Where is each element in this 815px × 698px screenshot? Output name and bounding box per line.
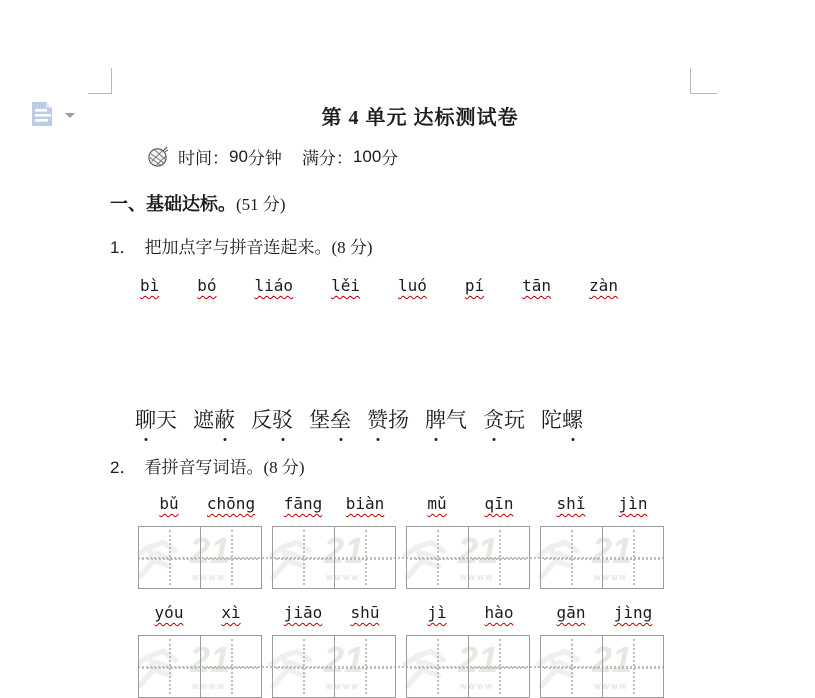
word-character: 蔽 [214,404,235,434]
watermark-www-text: wwww [326,572,360,582]
pinyin-pair [540,603,664,627]
writing-group [540,494,664,589]
tianzige-grid [138,635,262,698]
writing-group [138,603,262,698]
dotted-word [367,404,409,434]
pinyin-syllable: jìng [613,603,653,622]
writing-group [540,603,664,698]
pinyin-syllable: lěi [331,276,360,295]
section-1-heading [110,190,286,216]
watermark-21-text: 21 [458,530,499,571]
tianzige-grid [406,526,530,589]
score-value: 100 [352,146,382,166]
dotted-word [483,404,525,434]
pinyin-syllable: jìn [618,494,648,513]
pinyin-syllable: yóu [154,603,184,622]
pinyin-syllable: bì [140,276,160,295]
question-1-number: 1． [110,238,137,257]
tianzige-cell [602,527,664,588]
word-character: 玩 [504,408,525,432]
tianzige-grid [540,635,664,698]
tianzige-cell [139,636,200,697]
section-1-score: (51 分) [236,195,286,214]
pinyin-syllable: tān [522,276,552,295]
word-character: 螺 [562,404,583,434]
pinyin-syllable: qīn [484,494,514,513]
dotted-word [309,404,351,434]
pinyin-syllable: mǔ [427,494,447,513]
chevron-down-icon[interactable] [65,113,75,118]
writing-grid-row-2 [138,603,664,698]
watermark-21-text: 21 [190,639,231,680]
dotted-word [425,404,467,434]
watermark-21-text: 21 [458,639,499,680]
pinyin-syllable: fāng [283,494,323,513]
tianzige-cell [468,527,530,588]
question-1-line [110,233,373,258]
question-1-text: 把加点字与拼音连起来。 [144,238,332,257]
pinyin-pair [406,603,530,627]
pinyin-syllable: zàn [589,276,618,295]
word-character: 贪 [483,404,504,434]
tianzige-grid [406,635,530,698]
tianzige-cell [407,527,468,588]
page-margin-corner-mark-right [690,68,717,94]
dotted-word [193,404,235,434]
writing-group [138,494,262,589]
question-1-score: (8 分) [331,238,373,257]
score-unit: 分 [381,149,399,168]
pinyin-syllable: hào [484,603,514,622]
dotted-word [135,404,177,434]
time-unit: 分钟 [247,149,282,168]
tianzige-cell [541,636,602,697]
tianzige-cell [468,636,530,697]
score-label: 满分： [301,149,353,168]
pinyin-syllable: shū [350,603,380,622]
tianzige-cell [273,527,334,588]
writing-group [272,603,396,698]
tianzige-cell [334,636,396,697]
tianzige-cell [273,636,334,697]
word-character: 堡 [309,408,330,432]
pinyin-pair [272,603,396,627]
writing-group [406,494,530,589]
page-margin-corner-mark-left [88,68,112,94]
pinyin-pair [138,603,262,627]
pinyin-syllable: shǐ [556,494,586,513]
watermark-21-text: 21 [324,530,365,571]
word-character: 陀 [541,408,562,432]
word-character: 扬 [388,408,409,432]
tianzige-cell [200,527,262,588]
word-character: 遮 [193,408,214,432]
word-character: 反 [251,408,272,432]
word-character: 赞 [367,404,388,434]
word-character: 聊 [135,404,156,434]
watermark-21-text: 21 [592,639,633,680]
scribble-ball-icon [147,145,170,168]
tianzige-grid [540,526,664,589]
word-character: 天 [156,408,177,432]
pinyin-pair [406,494,530,518]
pinyin-syllable: xì [221,603,241,622]
pinyin-row-q1 [140,276,618,295]
writing-group [272,494,396,589]
paste-document-icon [30,100,56,128]
question-2-number: 2． [110,458,137,477]
word-character: 驳 [272,404,293,434]
tianzige-cell [139,527,200,588]
tianzige-cell [200,636,262,697]
tianzige-grid [272,635,396,698]
page-title: 第 4 单元 达标测试卷 [321,107,519,129]
time-label: 时间： [178,149,229,168]
watermark-21-text: 21 [592,530,633,571]
time-value: 90 [229,146,248,166]
pinyin-syllable: jì [427,603,447,622]
dotted-word [541,404,583,434]
question-2-score: (8 分) [263,458,305,477]
watermark-21-text: 21 [324,639,365,680]
tianzige-cell [602,636,664,697]
pinyin-syllable: bǔ [159,494,179,513]
pinyin-pair [272,494,396,518]
watermark-www-text: wwww [192,681,226,691]
word-character: 垒 [330,404,351,434]
watermark-www-text: wwww [594,572,628,582]
section-1-heading-text: 一、基础达标。 [110,194,236,214]
watermark-21-text: 21 [190,530,231,571]
pinyin-pair [540,494,664,518]
dotted-words-row [135,404,583,434]
word-character: 脾 [425,404,446,434]
pinyin-syllable: liáo [254,276,294,295]
watermark-www-text: wwww [326,681,360,691]
tianzige-cell [541,527,602,588]
pinyin-syllable: bó [197,276,217,295]
watermark-www-text: wwww [192,572,226,582]
tianzige-cell [407,636,468,697]
writing-group [406,603,530,698]
tianzige-cell [334,527,396,588]
pinyin-syllable: jiāo [283,603,323,622]
paste-options-button[interactable] [30,98,82,130]
pinyin-syllable: gān [556,603,586,622]
question-2-text: 看拼音写词语。 [144,458,264,477]
pinyin-syllable: luó [397,276,427,295]
dotted-word [251,404,293,434]
pinyin-pair [138,494,262,518]
pinyin-syllable: pí [464,276,485,295]
watermark-www-text: wwww [460,681,494,691]
tianzige-grid [138,526,262,589]
tianzige-grid [272,526,396,589]
pinyin-syllable: chōng [206,494,256,513]
pinyin-syllable: biàn [345,494,385,513]
writing-grid-row-1 [138,494,664,589]
exam-meta-line [147,144,398,169]
watermark-www-text: wwww [460,572,494,582]
watermark-www-text: wwww [594,681,628,691]
question-2-line [110,453,305,478]
word-character: 气 [446,408,467,432]
